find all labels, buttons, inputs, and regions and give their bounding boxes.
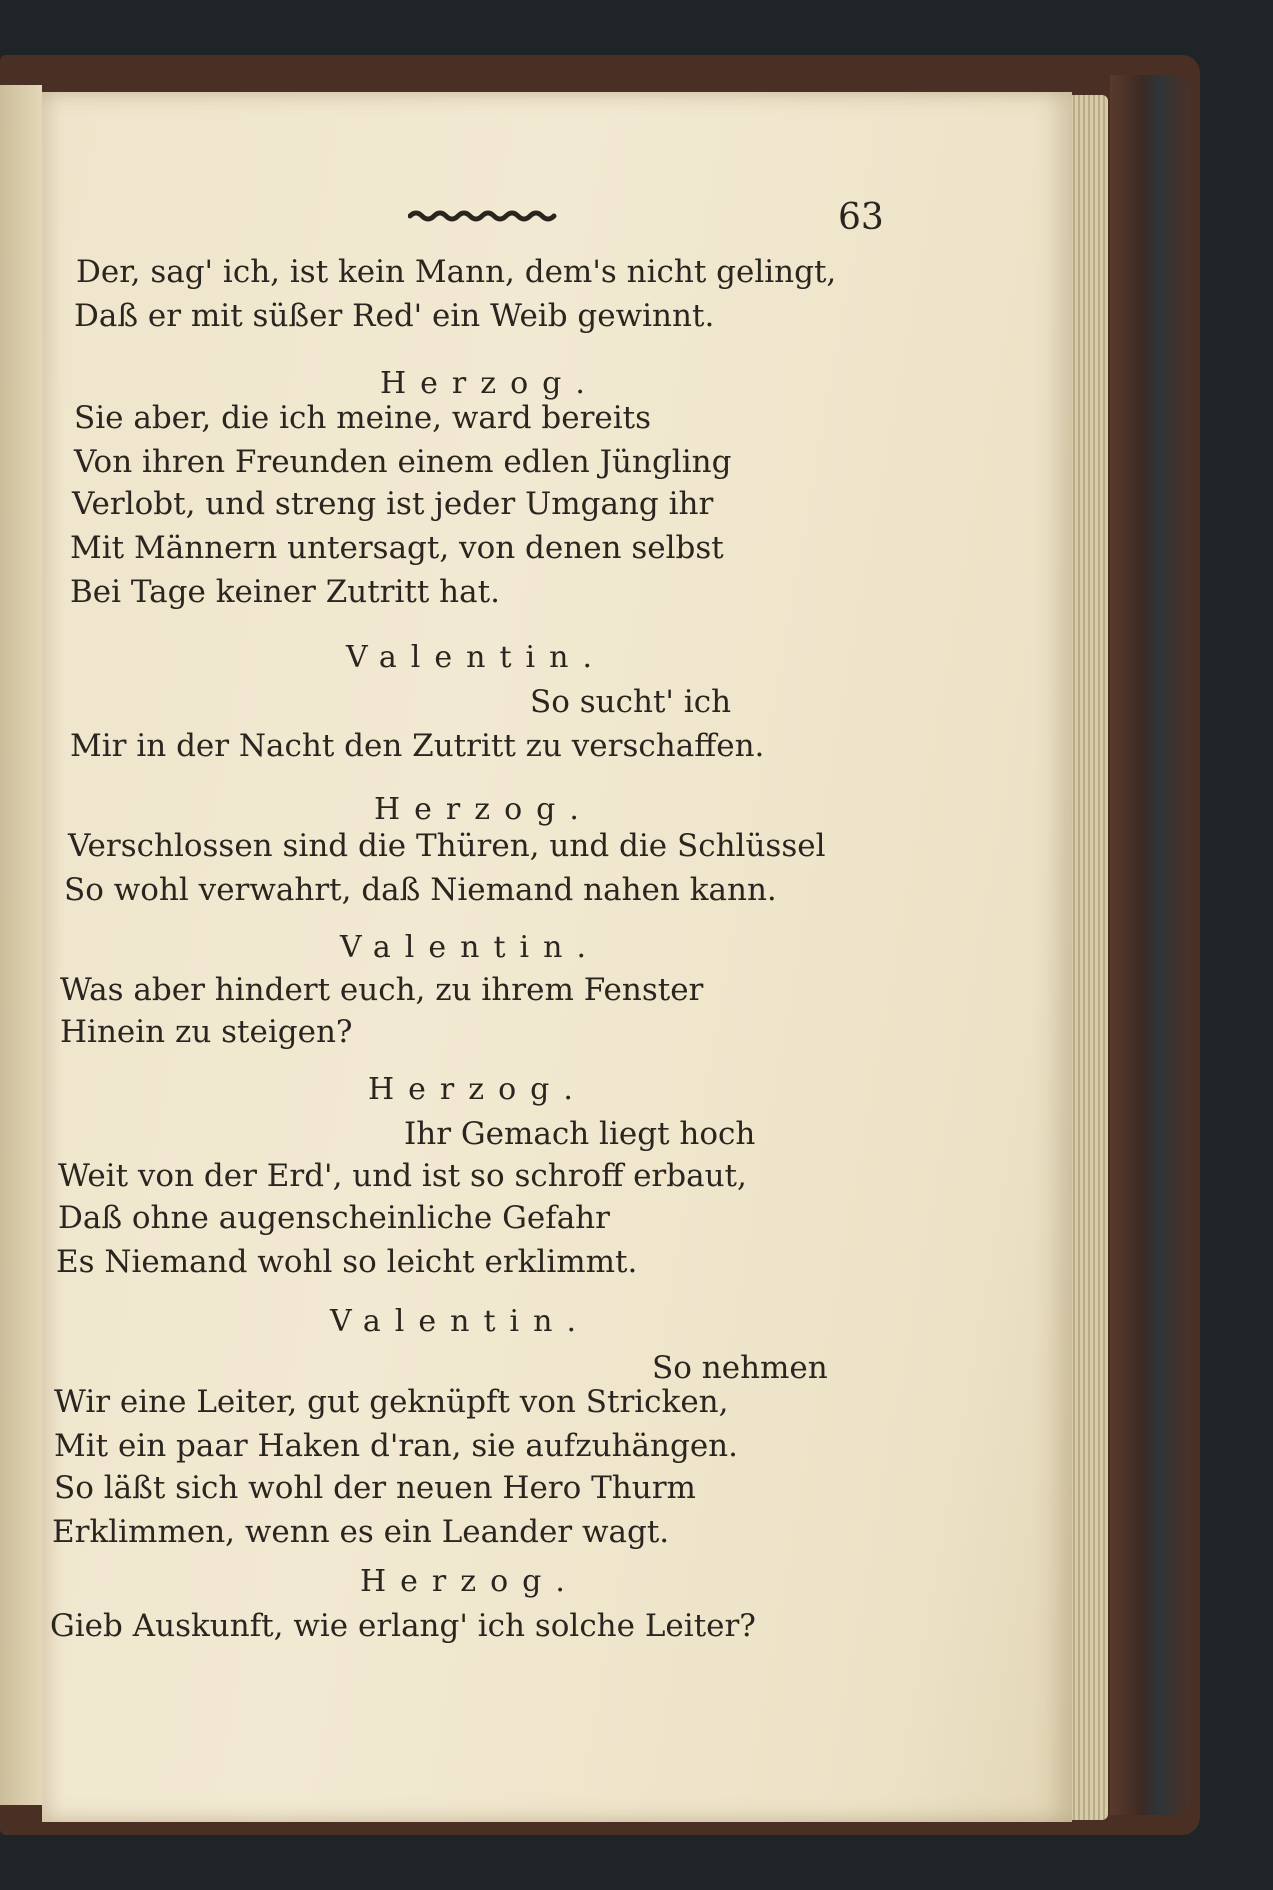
verse-line: Erklimmen, wenn es ein Leander wagt. [52,1514,670,1550]
speaker-name: Valentin. [346,640,606,675]
verse-line: So sucht' ich [530,684,732,720]
verse-line: Mir in der Nacht den Zutritt zu verschaffen. [70,728,765,764]
speaker-name: Herzog. [380,366,599,401]
speaker-name: Herzog. [368,1072,587,1107]
speaker-name: Valentin. [340,930,600,965]
verse-line: Ihr Gemach liegt hoch [404,1116,756,1152]
verse-line: Von ihren Freunden einem edlen Jüngling [74,444,732,480]
verse-line: Bei Tage keiner Zutritt hat. [70,574,500,610]
verse-line: Daß ohne augenscheinliche Gefahr [58,1200,610,1236]
speaker-name: Herzog. [374,792,593,827]
verse-line: Weit von der Erd', und ist so schroff erbaut, [58,1158,747,1194]
ornament-rule-icon [408,208,558,224]
verse-line: Was aber hindert euch, zu ihrem Fenster [60,972,704,1008]
verse-line: Sie aber, die ich meine, ward bereits [74,400,652,436]
verse-line: Daß er mit süßer Red' ein Weib gewinnt. [74,298,715,334]
verse-line: Es Niemand wohl so leicht erklimmt. [56,1244,638,1280]
verse-line: So läßt sich wohl der neuen Hero Thurm [54,1470,696,1506]
verse-line: Mit ein paar Haken d'ran, sie aufzuhängen. [54,1428,738,1464]
verse-line: Mit Männern untersagt, von denen selbst [70,530,724,566]
verse-line: Verschlossen sind die Thüren, und die Schlüssel [68,828,826,864]
speaker-name: Herzog. [360,1564,579,1599]
verse-line: So wohl verwahrt, daß Niemand nahen kann. [64,872,777,908]
verse-line: Wir eine Leiter, gut geknüpft von Stricken, [54,1384,729,1420]
verse-line: Verlobt, und streng ist jeder Umgang ihr [72,486,714,522]
speaker-name: Valentin. [330,1304,590,1339]
verse-line: Hinein zu steigen? [60,1014,353,1050]
verse-line: Gieb Auskunft, wie erlang' ich solche Leiter? [50,1608,756,1644]
page-number: 63 [838,197,884,238]
verse-line: So nehmen [652,1350,828,1386]
verse-line: Der, sag' ich, ist kein Mann, dem's nicht gelingt, [76,254,837,290]
